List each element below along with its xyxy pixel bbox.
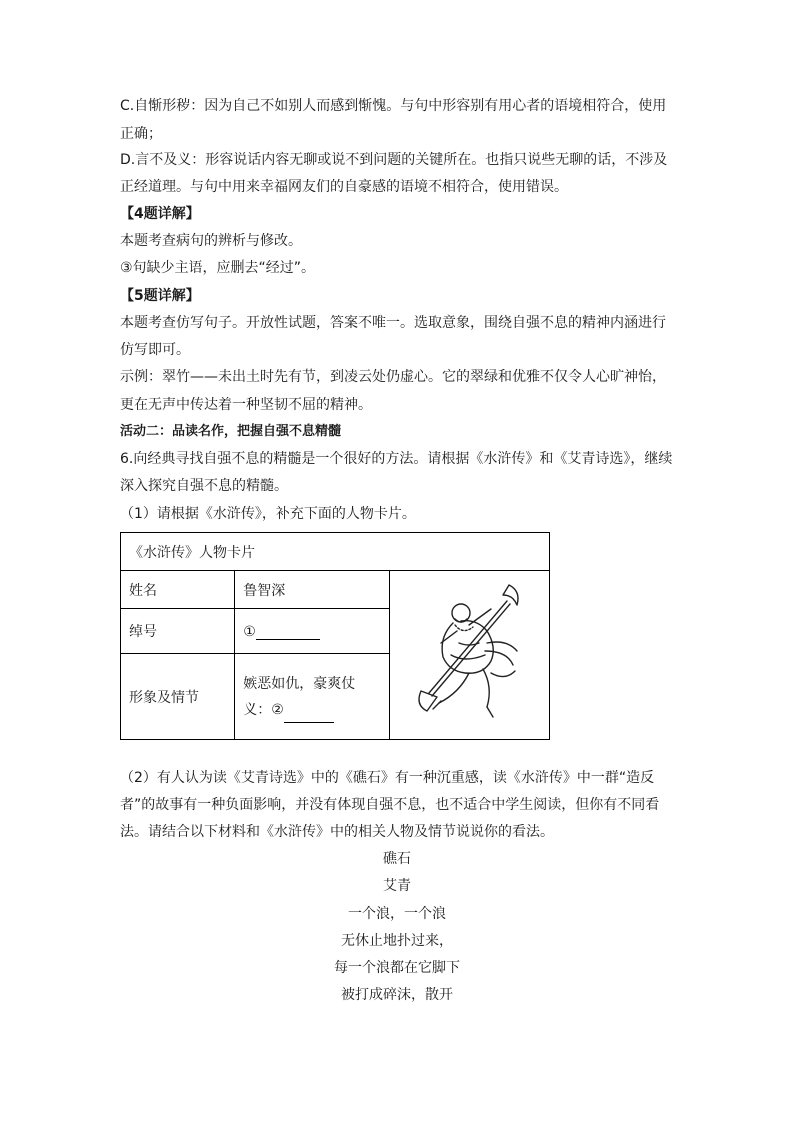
card-label-nickname: 绰号 bbox=[121, 609, 235, 654]
card-value-name: 鲁智深 bbox=[235, 571, 390, 609]
activity2-title: 活动二：品读名作，把握自强不息精髓 bbox=[120, 424, 342, 439]
q5-line2: 仿写即可。 bbox=[120, 342, 190, 358]
blank-1-marker: ① bbox=[243, 623, 256, 640]
q5-heading: 【5题详解】 bbox=[120, 288, 200, 304]
poem-line: 每一个浪都在它脚下 bbox=[334, 960, 460, 976]
poem-line: 无休止地扑过来， bbox=[341, 933, 453, 949]
q4-line2: ③句缺少主语，应删去“经过”。 bbox=[120, 260, 316, 276]
section-c-line1: C.自惭形秽：因为自己不如别人而感到惭愧。与句中形容别有用心者的语境相符合，使用 bbox=[120, 98, 667, 114]
q6-line2: 深入探究自强不息的精髓。 bbox=[120, 478, 288, 494]
poem-line: 被打成碎沫，散开 bbox=[341, 987, 453, 1003]
q5-line1: 本题考查仿写句子。开放性试题，答案不唯一。选取意象，围绕自强不息的精神内涵进行 bbox=[120, 315, 666, 331]
poem-author: 艾青 bbox=[383, 878, 411, 894]
blank-1-line bbox=[256, 623, 320, 640]
q6-sub1: （1）请根据《水浒传》，补充下面的人物卡片。 bbox=[120, 506, 416, 522]
blank-2-line bbox=[284, 706, 334, 723]
q6-2-line3: 法。请结合以下材料和《水浒传》中的相关人物及情节说说你的看法。 bbox=[120, 824, 554, 840]
card-value-nickname bbox=[235, 609, 390, 654]
character-illustration-cell bbox=[389, 571, 549, 740]
card-label-image-plot: 形象及情节 bbox=[121, 654, 235, 740]
card-value-line2-wrap bbox=[243, 697, 389, 723]
q5-line3: 示例：翠竹——未出土时先有节，到凌云处仍虚心。它的翠绿和优雅不仅令人心旷神怡， bbox=[120, 369, 666, 385]
character-card-table bbox=[120, 532, 550, 740]
card-title: 《水浒传》人物卡片 bbox=[121, 533, 550, 571]
q6-2-line2: 者”的故事有一种负面影响，并没有体现自强不息，也不适合中学生阅读，但你有不同看 bbox=[120, 797, 660, 813]
poem-title: 礁石 bbox=[383, 851, 411, 867]
q4-heading: 【4题详解】 bbox=[120, 206, 200, 222]
q6-2-line1: （2）有人认为读《艾青诗选》中的《礁石》有一种沉重感，读《水浒传》中一群“造反 bbox=[120, 770, 655, 786]
section-c-line2: 正确； bbox=[120, 126, 162, 142]
section-d-line2: 正经道理。与句中用来幸福网友们的自豪感的语境不相符合，使用错误。 bbox=[120, 179, 568, 195]
card-label-name: 姓名 bbox=[121, 571, 235, 609]
card-value-line1: 嫉恶如仇，豪爽仗 bbox=[243, 675, 356, 692]
q5-line4: 更在无声中传达着一种坚韧不屈的精神。 bbox=[120, 397, 372, 413]
poem-line: 一个浪，一个浪 bbox=[348, 906, 446, 922]
section-d-line1: D.言不及义：形容说话内容无聊或说不到问题的关键所在。也指只说些无聊的话，不涉及 bbox=[120, 152, 668, 168]
blank-2-marker: 义：② bbox=[243, 701, 284, 718]
card-value-image-plot bbox=[235, 654, 390, 740]
q4-line1: 本题考查病句的辨析与修改。 bbox=[120, 233, 302, 249]
lu-zhishen-illustration bbox=[399, 573, 539, 733]
q6-line1: 6.向经典寻找自强不息的精髓是一个很好的方法。请根据《水浒传》和《艾青诗选》，继续 bbox=[120, 451, 673, 467]
